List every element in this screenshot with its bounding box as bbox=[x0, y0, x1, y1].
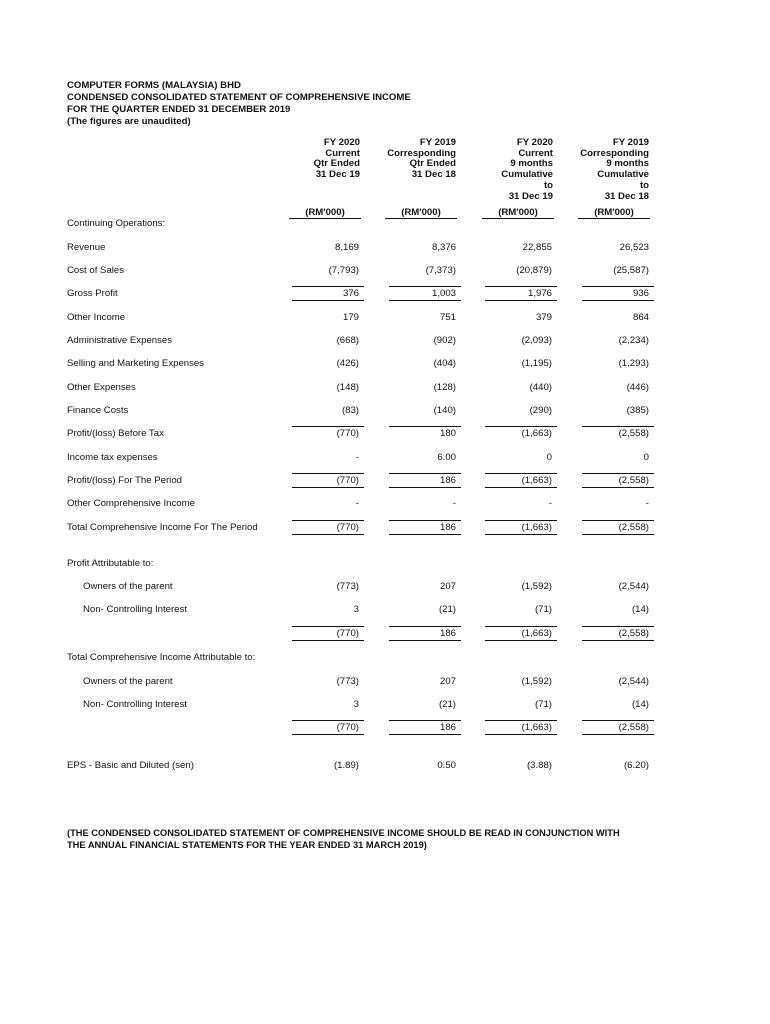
subtotal-rule bbox=[485, 487, 557, 488]
subtotal-rule bbox=[389, 473, 461, 474]
cell-value: (404) bbox=[433, 358, 456, 369]
subtotal-rule bbox=[485, 426, 557, 427]
cell-value: 864 bbox=[632, 312, 649, 323]
cell-value: 8,376 bbox=[431, 242, 456, 253]
column-header-line: Current bbox=[325, 147, 360, 159]
total-rule bbox=[582, 534, 654, 535]
total-rule bbox=[389, 626, 461, 627]
column-header-line: 31 Dec 18 bbox=[411, 169, 456, 181]
cell-value: (2,558) bbox=[618, 475, 649, 486]
subtotal-rule bbox=[389, 286, 461, 287]
cell-value: (426) bbox=[336, 358, 359, 369]
column-header-line: Current bbox=[518, 147, 553, 159]
column-header-line: Corresponding bbox=[580, 147, 649, 159]
column-header-line: Corresponding bbox=[387, 147, 456, 159]
cell-value: (2,544) bbox=[618, 581, 649, 592]
cell-value: (1.89) bbox=[333, 760, 359, 771]
cell-value: (2,558) bbox=[618, 722, 649, 733]
subtotal-rule bbox=[582, 473, 654, 474]
unit-label: (RM'000) bbox=[289, 207, 361, 219]
column-header-line: FY 2019 bbox=[419, 137, 456, 148]
column-header-3 bbox=[443, 138, 553, 202]
cell-value: - bbox=[645, 498, 649, 509]
total-rule bbox=[582, 720, 654, 721]
subtotal-rule bbox=[292, 426, 364, 427]
cell-value: - bbox=[355, 498, 359, 509]
total-rule bbox=[292, 520, 364, 521]
cell-value: 376 bbox=[342, 288, 359, 299]
period-title: FOR THE QUARTER ENDED 31 DECEMBER 2019 bbox=[67, 104, 291, 115]
column-header-line: Cumulative bbox=[501, 169, 553, 181]
cell-value: (770) bbox=[336, 475, 359, 486]
total-rule bbox=[582, 640, 654, 641]
cell-value: - bbox=[548, 498, 552, 509]
cell-value: (770) bbox=[336, 428, 359, 439]
cell-value: 0.50 bbox=[437, 760, 456, 771]
cell-value: 186 bbox=[439, 628, 456, 639]
cell-value: (128) bbox=[433, 382, 456, 393]
row-label-income-tax: Income tax expenses bbox=[67, 452, 158, 463]
cell-value: (1,293) bbox=[618, 358, 649, 369]
cell-value: (2,544) bbox=[618, 676, 649, 687]
cell-value: 186 bbox=[439, 722, 456, 733]
cell-value: (902) bbox=[433, 335, 456, 346]
cell-value: (668) bbox=[336, 335, 359, 346]
cell-value: 186 bbox=[439, 475, 456, 486]
row-label-gross-profit: Gross Profit bbox=[67, 288, 118, 299]
cell-value: (25,587) bbox=[613, 265, 649, 276]
subtotal-rule bbox=[292, 487, 364, 488]
total-rule bbox=[582, 734, 654, 735]
cell-value: (1,663) bbox=[521, 522, 552, 533]
column-header-line: to bbox=[639, 179, 649, 191]
cell-value: (140) bbox=[433, 405, 456, 416]
section-label-profit-attributable: Profit Attributable to: bbox=[67, 558, 154, 569]
total-rule bbox=[389, 520, 461, 521]
cell-value: (2,558) bbox=[618, 428, 649, 439]
subtotal-rule bbox=[582, 300, 654, 301]
statement-title: CONDENSED CONSOLIDATED STATEMENT OF COMPREHENSIVE INCOME bbox=[67, 92, 411, 103]
row-label-owners-parent: Owners of the parent bbox=[83, 676, 173, 687]
row-label-profit-before-tax: Profit/(loss) Before Tax bbox=[67, 428, 164, 439]
column-header-line: Cumulative bbox=[597, 169, 649, 181]
total-rule bbox=[389, 534, 461, 535]
cell-value: (1,663) bbox=[521, 628, 552, 639]
cell-value: (2,093) bbox=[521, 335, 552, 346]
subtotal-rule bbox=[582, 487, 654, 488]
total-rule bbox=[582, 520, 654, 521]
cell-value: 751 bbox=[439, 312, 456, 323]
column-header-1 bbox=[250, 138, 360, 181]
total-rule bbox=[485, 520, 557, 521]
statement-header bbox=[67, 80, 411, 128]
row-label-other-expenses: Other Expenses bbox=[67, 382, 136, 393]
cell-value: (3.88) bbox=[526, 760, 552, 771]
cell-value: 26,523 bbox=[619, 242, 649, 253]
cell-value: (1,663) bbox=[521, 722, 552, 733]
subtotal-rule bbox=[292, 300, 364, 301]
cell-value: (71) bbox=[534, 699, 552, 710]
column-header-line: FY 2019 bbox=[612, 137, 649, 148]
footer-line: (THE CONDENSED CONSOLIDATED STATEMENT OF COMPREHENSIVE INCOME SHOULD BE READ IN CONJUNCTION WITH bbox=[67, 828, 620, 838]
row-label-total-comprehensive-income: Total Comprehensive Income For The Period bbox=[67, 522, 258, 533]
cell-value: 3 bbox=[353, 604, 359, 615]
row-label-owners-parent: Owners of the parent bbox=[83, 581, 173, 592]
cell-value: - bbox=[355, 452, 359, 463]
company-name: COMPUTER FORMS (MALAYSIA) BHD bbox=[67, 80, 241, 91]
column-header-line: Qtr Ended bbox=[313, 158, 360, 170]
row-label-non-controlling: Non- Controlling Interest bbox=[83, 699, 187, 710]
total-rule bbox=[485, 640, 557, 641]
cell-value: 1,003 bbox=[431, 288, 456, 299]
subtotal-rule bbox=[389, 300, 461, 301]
column-header-line: to bbox=[543, 179, 553, 191]
row-label-cost-of-sales: Cost of Sales bbox=[67, 265, 125, 276]
cell-value: 3 bbox=[353, 699, 359, 710]
subtotal-rule bbox=[582, 286, 654, 287]
cell-value: 6.00 bbox=[437, 452, 456, 463]
cell-value: (1,663) bbox=[521, 475, 552, 486]
cell-value: 0 bbox=[546, 452, 552, 463]
cell-value: 22,855 bbox=[522, 242, 552, 253]
cell-value: (1,592) bbox=[521, 581, 552, 592]
subtotal-rule bbox=[485, 473, 557, 474]
unit-label: (RM'000) bbox=[482, 207, 554, 219]
cell-value: (773) bbox=[336, 581, 359, 592]
cell-value: (2,558) bbox=[618, 628, 649, 639]
total-rule bbox=[485, 720, 557, 721]
cell-value: (14) bbox=[631, 604, 649, 615]
cell-value: (1,663) bbox=[521, 428, 552, 439]
total-rule bbox=[485, 734, 557, 735]
subtotal-rule bbox=[292, 286, 364, 287]
cell-value: (21) bbox=[438, 604, 456, 615]
total-rule bbox=[485, 626, 557, 627]
subtotal-rule bbox=[582, 426, 654, 427]
cell-value: (71) bbox=[534, 604, 552, 615]
column-header-line: FY 2020 bbox=[323, 137, 360, 148]
cell-value: (20,879) bbox=[516, 265, 552, 276]
total-rule bbox=[389, 734, 461, 735]
cell-value: (1,592) bbox=[521, 676, 552, 687]
cell-value: (6.20) bbox=[623, 760, 649, 771]
cell-value: (385) bbox=[626, 405, 649, 416]
row-label-other-comprehensive-income: Other Comprehensive Income bbox=[67, 498, 195, 509]
column-header-line: 9 months bbox=[606, 158, 649, 170]
row-label-selling-expenses: Selling and Marketing Expenses bbox=[67, 358, 205, 369]
cell-value: (770) bbox=[336, 522, 359, 533]
cell-value: 8,169 bbox=[334, 242, 359, 253]
subtotal-rule bbox=[485, 300, 557, 301]
row-label-finance-costs: Finance Costs bbox=[67, 405, 129, 416]
cell-value: 179 bbox=[342, 312, 359, 323]
row-label-revenue: Revenue bbox=[67, 242, 106, 253]
unaudited-note: (The figures are unaudited) bbox=[67, 116, 191, 127]
column-header-line: FY 2020 bbox=[516, 137, 553, 148]
cell-value: (7,373) bbox=[425, 265, 456, 276]
total-rule bbox=[292, 534, 364, 535]
cell-value: - bbox=[452, 498, 456, 509]
row-label-eps: EPS - Basic and Diluted (sen) bbox=[67, 760, 194, 771]
total-rule bbox=[389, 720, 461, 721]
cell-value: (2,234) bbox=[618, 335, 649, 346]
cell-value: (290) bbox=[529, 405, 552, 416]
total-rule bbox=[292, 734, 364, 735]
column-header-line: 31 Dec 19 bbox=[315, 169, 360, 181]
cell-value: 186 bbox=[439, 522, 456, 533]
subtotal-rule bbox=[389, 487, 461, 488]
row-label-admin-expenses: Administrative Expenses bbox=[67, 335, 173, 346]
subtotal-rule bbox=[485, 286, 557, 287]
cell-value: (440) bbox=[529, 382, 552, 393]
column-header-line: 9 months bbox=[510, 158, 553, 170]
cell-value: (148) bbox=[336, 382, 359, 393]
column-header-line: 31 Dec 19 bbox=[508, 190, 553, 202]
cell-value: 936 bbox=[632, 288, 649, 299]
cell-value: (770) bbox=[336, 628, 359, 639]
cell-value: 180 bbox=[439, 428, 456, 439]
cell-value: (446) bbox=[626, 382, 649, 393]
cell-value: 379 bbox=[535, 312, 552, 323]
footer-note bbox=[67, 827, 620, 851]
total-rule bbox=[485, 534, 557, 535]
column-header-4 bbox=[539, 138, 649, 202]
cell-value: (770) bbox=[336, 722, 359, 733]
total-rule bbox=[292, 626, 364, 627]
cell-value: (7,793) bbox=[328, 265, 359, 276]
total-rule bbox=[582, 626, 654, 627]
cell-value: (21) bbox=[438, 699, 456, 710]
cell-value: (773) bbox=[336, 676, 359, 687]
cell-value: (14) bbox=[631, 699, 649, 710]
cell-value: (83) bbox=[341, 405, 359, 416]
footer-line: THE ANNUAL FINANCIAL STATEMENTS FOR THE YEAR ENDED 31 MARCH 2019) bbox=[67, 840, 427, 850]
cell-value: 1,976 bbox=[527, 288, 552, 299]
unit-label: (RM'000) bbox=[578, 207, 650, 219]
subtotal-rule bbox=[292, 473, 364, 474]
column-header-line: 31 Dec 18 bbox=[604, 190, 649, 202]
row-label-profit-for-period: Profit/(loss) For The Period bbox=[67, 475, 182, 486]
cell-value: 0 bbox=[643, 452, 649, 463]
column-header-2 bbox=[346, 138, 456, 181]
cell-value: (1,195) bbox=[521, 358, 552, 369]
subtotal-rule bbox=[389, 426, 461, 427]
cell-value: (2,558) bbox=[618, 522, 649, 533]
total-rule bbox=[292, 640, 364, 641]
section-label-tci-attributable: Total Comprehensive Income Attributable to: bbox=[67, 652, 256, 663]
cell-value: 207 bbox=[439, 676, 456, 687]
unit-label: (RM'000) bbox=[385, 207, 457, 219]
total-rule bbox=[292, 720, 364, 721]
column-header-line: Qtr Ended bbox=[409, 158, 456, 170]
cell-value: 207 bbox=[439, 581, 456, 592]
section-label-continuing: Continuing Operations: bbox=[67, 218, 166, 229]
row-label-non-controlling: Non- Controlling Interest bbox=[83, 604, 187, 615]
row-label-other-income: Other Income bbox=[67, 312, 126, 323]
total-rule bbox=[389, 640, 461, 641]
